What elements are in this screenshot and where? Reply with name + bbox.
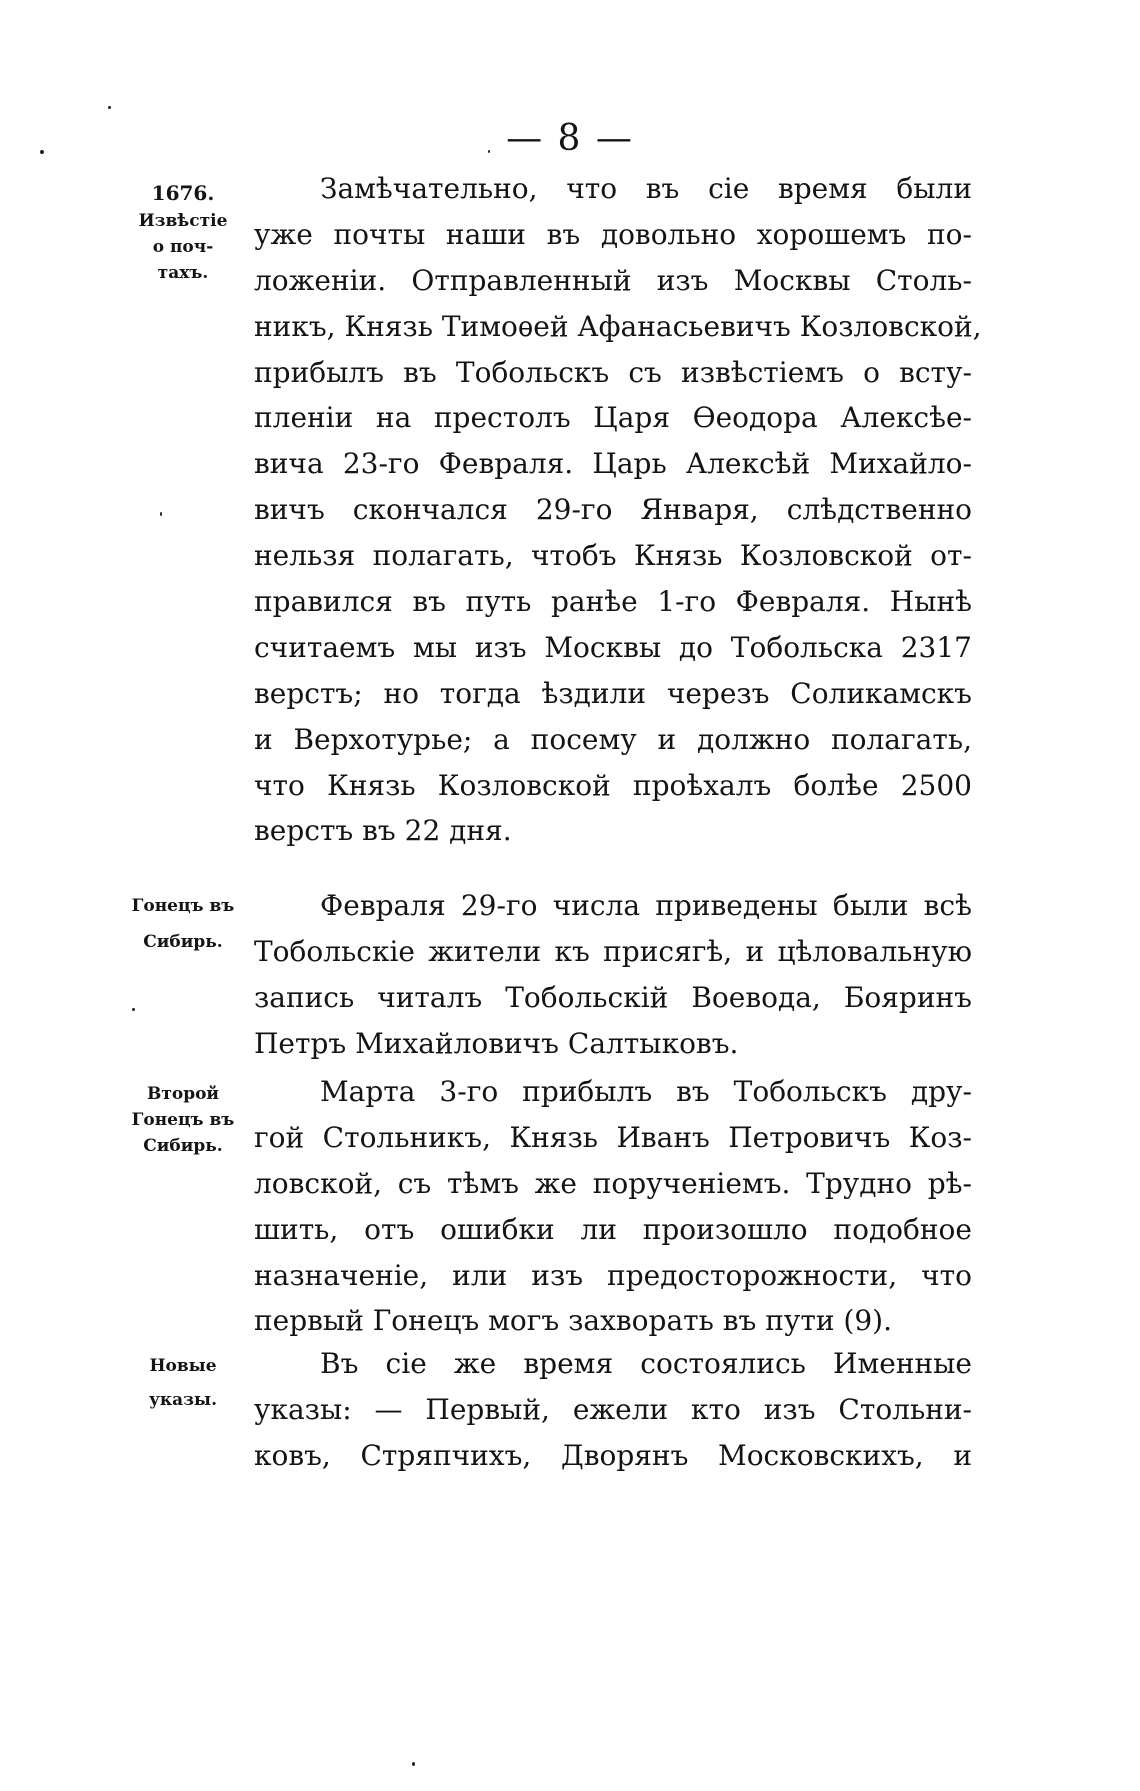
text-line: никъ, Князь Тимоѳей Афанасьевичъ Козловской, <box>254 309 982 343</box>
scan-speck <box>132 1008 135 1011</box>
margin-note-courier-siberia <box>118 893 248 955</box>
margin-note-line: Сибирь. <box>143 932 223 952</box>
margin-note-line: Новые <box>149 1356 217 1376</box>
text-line: верстъ въ 22 дня. <box>254 814 512 848</box>
text-line: прибылъ въ Тобольскъ съ извѣстіемъ о всту- <box>254 355 972 389</box>
margin-note-line: Сибирь. <box>143 1136 223 1156</box>
margin-note-new-decrees <box>118 1353 248 1413</box>
text-line: что Князь Козловской проѣхалъ болѣе 2500 <box>254 768 972 802</box>
text-line: уже почты наши въ довольно хорошемъ по- <box>254 217 972 251</box>
text-line: шить, отъ ошибки ли произошло подобное <box>254 1212 972 1246</box>
text-line: пленіи на престолъ Царя Ѳеодора Алексѣе- <box>254 401 972 435</box>
text-line: запись читалъ Тобольскій Воевода, Бояринъ <box>254 980 972 1014</box>
text-line: первый Гонецъ могъ захворать въ пути (9). <box>254 1304 892 1338</box>
text-line: ловской, съ тѣмъ же порученіемъ. Трудно рѣ- <box>254 1166 972 1200</box>
text-line: верстъ; но тогда ѣздили черезъ Соликамскъ <box>254 676 972 710</box>
text-line: назначеніе, или изъ предосторожности, что <box>254 1258 972 1292</box>
text-line: Замѣчательно, что въ сіе время были <box>320 172 972 205</box>
text-line: считаемъ мы изъ Москвы до Тобольска 2317 <box>254 630 972 664</box>
text-line: Тобольскіе жители къ присягѣ, и цѣловальную <box>254 934 972 968</box>
scan-speck <box>160 512 162 516</box>
text-line: указы: — Первый, ежели кто изъ Стольни- <box>254 1392 972 1426</box>
margin-note-line: о поч- <box>152 237 214 257</box>
text-line: вича 23-го Февраля. Царь Алексѣй Михайло- <box>254 447 972 481</box>
margin-note-line: указы. <box>149 1390 217 1410</box>
scan-speck <box>108 106 111 109</box>
paragraph-2 <box>254 883 972 1067</box>
paragraph-4 <box>254 1341 972 1479</box>
text-line: Февраля 29-го числа приведены были всѣ <box>320 889 972 922</box>
text-line: вичъ скончался 29-го Января, слѣдственно <box>254 493 972 527</box>
text-line: ложеніи. Отправленный изъ Москвы Столь- <box>254 263 972 297</box>
page-number: — 8 — <box>506 118 634 159</box>
scan-speck <box>412 1762 415 1766</box>
text-line: правился въ путь ранѣе 1-го Февраля. Нынѣ <box>254 585 972 619</box>
margin-note-line: Второй <box>146 1084 220 1104</box>
margin-note-line: Извѣстіе <box>138 211 228 231</box>
scan-speck <box>40 150 44 154</box>
paragraph-1 <box>254 166 982 854</box>
margin-note-line: Гонецъ въ <box>131 896 235 916</box>
scan-speck <box>488 150 490 153</box>
margin-note-line: 1676. <box>151 181 215 205</box>
margin-note-postal-news <box>118 178 248 286</box>
text-line: гой Стольникъ, Князь Иванъ Петровичъ Коз- <box>254 1120 972 1154</box>
margin-note-line: Гонецъ въ <box>131 1110 235 1130</box>
margin-note-line: тахъ. <box>157 263 209 283</box>
margin-note-second-courier <box>118 1081 248 1159</box>
text-line: и Верхотурье; а посему и должно полагать, <box>254 722 972 756</box>
text-line: ковъ, Стряпчихъ, Дворянъ Московскихъ, и <box>254 1438 972 1472</box>
text-line: Марта 3-го прибылъ въ Тобольскъ дру- <box>320 1075 972 1108</box>
text-line: Въ сіе же время состоялись Именные <box>320 1347 972 1380</box>
text-line: Петръ Михайловичъ Салтыковъ. <box>254 1026 739 1060</box>
text-line: нельзя полагать, чтобъ Князь Козловской от- <box>254 539 972 573</box>
paragraph-3 <box>254 1069 972 1344</box>
